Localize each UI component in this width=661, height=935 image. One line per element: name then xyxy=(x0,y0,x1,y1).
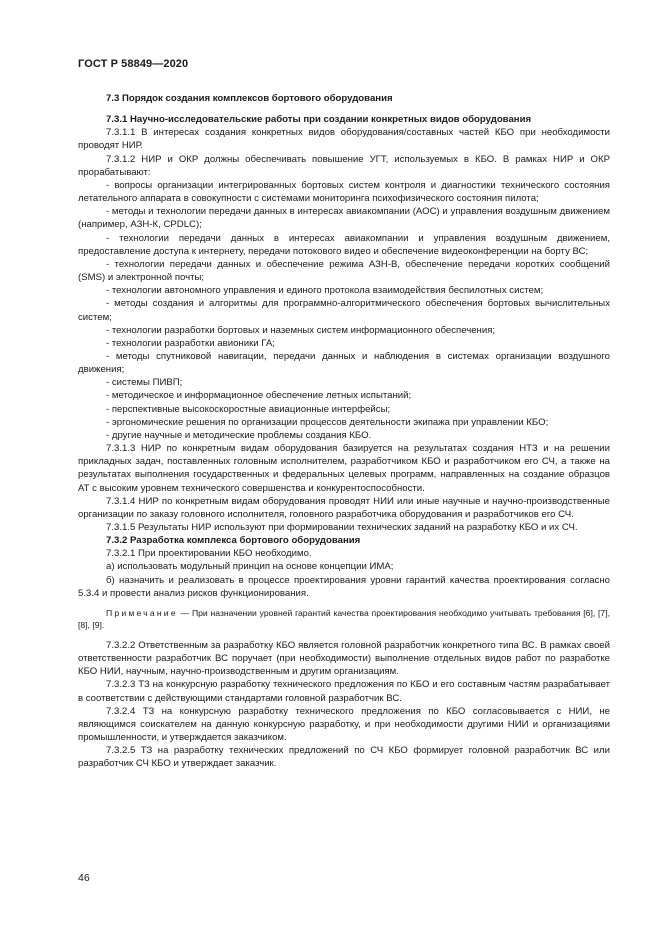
list-item: - технологии автономного управления и единого протокола взаимодействия беспилотных систем; xyxy=(106,285,544,297)
list-item: - методы и технологии передачи данных в интересах авиакомпании (АОС) и управления воздушным движением (например, АЗН-К, CPDLC); xyxy=(78,206,610,231)
paragraph-7-3-2-5: 7.3.2.5 ТЗ на разработку технических предложений по СЧ КБО формирует головной разработчик ВС или разработчик СЧ КБО и утверждает заказчик. xyxy=(78,745,610,770)
paragraph-7-3-1-4: 7.3.1.4 НИР по конкретным видам оборудования проводят НИИ или иные научные и научно-производственные организации по заказу головного исполнителя, головного разработчика оборудования и разработчиков его СЧ. xyxy=(78,495,610,520)
list-item: - технологии передачи данных и обеспечение режима АЗН-В, обеспечение передачи коротких сообщений (SMS) и электронной почты; xyxy=(78,258,610,284)
paragraph-7-3-1-5: 7.3.1.5 Результаты НИР используют при формировании технических заданий на разработку КБО и их СЧ. xyxy=(106,522,578,533)
paragraph-7-3-2-3: 7.3.2.3 ТЗ на конкурсную разработку технического предложения по КБО и его составным частям разрабатывает в соответствии с действующими стандартами головной разработчик ВС. xyxy=(78,679,610,704)
section-title: 7.3 Порядок создания комплексов бортового оборудования xyxy=(106,93,393,104)
page-number: 46 xyxy=(78,872,90,884)
paragraph-7-3-2-2: 7.3.2.2 Ответственным за разработку КБО является головной разработчик конкретного типа ВС. В рамках своей ответственности разработчик ВС поручает (при необходимости) выполнение отдельных видов работ по разработке КБО НИИ, научным, научно-производственным и другим организациям. xyxy=(78,639,610,678)
list-item: - перспективные высокоскоростные авиационные интерфейсы; xyxy=(106,403,391,415)
list-item: - методы создания и алгоритмы для программно-алгоритмического обеспечения бортовых вычислительных систем; xyxy=(78,298,610,323)
note xyxy=(78,607,610,631)
list-item: - методы спутниковой навигации, передачи данных и наблюдения в системах организации воздушного движения; xyxy=(78,350,610,376)
document-body xyxy=(78,92,610,771)
subsection-title-7-3-2: 7.3.2 Разработка комплекса бортового оборудования xyxy=(106,535,361,547)
paragraph-7-3-2-1: 7.3.2.1 При проектировании КБО необходимо. xyxy=(106,548,312,560)
note-label: Примечание xyxy=(106,607,178,618)
list-item: - вопросы организации интегрированных бортовых систем контроля и диагностики технического состояния летательного аппарата в совокупности с системами мониторинга психофизического состояния пилота; xyxy=(78,179,610,205)
list-item: - технологии разработки бортовых и наземных систем информационного обеспечения; xyxy=(106,324,496,336)
paragraph-7-3-2-1-b: б) назначить и реализовать в процессе проектирования уровни гарантий качества проектирования согласно 5.3.4 и провести анализ рисков функционирования. xyxy=(78,574,610,599)
paragraph-7-3-1-2: 7.3.1.2 НИР и ОКР должны обеспечивать повышение УГТ, используемых в КБО. В рамках НИР и ОКР прорабатывают: xyxy=(78,153,610,178)
standard-header: ГОСТ Р 58849—2020 xyxy=(78,58,189,70)
note-text: — При назначении уровней гарантий качества проектирования необходимо учитывать требования [6], [7], [8], [9]. xyxy=(78,607,610,630)
list-item: - методическое и информационное обеспечение летных испытаний; xyxy=(106,390,412,402)
list-item: - технологии разработки авионики ГА; xyxy=(106,337,275,349)
list-item: - другие научные и методические проблемы создания КБО. xyxy=(106,429,372,441)
paragraph-7-3-2-1-a: а) использовать модульный принцип на основе концепции ИМА; xyxy=(106,561,394,573)
list-item: - системы ПИВП; xyxy=(106,377,183,389)
paragraph-7-3-1-1: 7.3.1.1 В интересах создания конкретных видов оборудования/составных частей КБО при необходимости проводят НИР. xyxy=(78,127,610,152)
list-item: - эргономические решения по организации процессов деятельности экипажа при управлении КБО; xyxy=(106,416,549,428)
subsection-title-7-3-1: 7.3.1 Научно-исследовательские работы при создании конкретных видов оборудования xyxy=(106,114,532,126)
list-item: - технологии передачи данных в интересах авиакомпании и управления воздушным движением, предоставление доступа к интернету, передачи потокового видео и обеспечение видеоконференции на борту ВС; xyxy=(78,232,610,257)
paragraph-7-3-1-3: 7.3.1.3 НИР по конкретным видам оборудования базируется на результатах создания НТЗ и на решении прикладных задач, поставленных головным исполнителем, разработчиком КБО и разработчиком его СЧ, а также на результатах выполнения государственных и федеральных целевых программ, направленных на создание образцов АТ с высоким уровнем технического совершенства и конкурентоспособности. xyxy=(78,443,610,494)
paragraph-7-3-2-4: 7.3.2.4 ТЗ на конкурсную разработку технического предложения по КБО согласовывается с НИИ, не являющимся соискателем на данную конкурсную разработку, и при необходимости другими НИИ и организациями промышленности, и утверждается заказчиком. xyxy=(78,705,610,744)
